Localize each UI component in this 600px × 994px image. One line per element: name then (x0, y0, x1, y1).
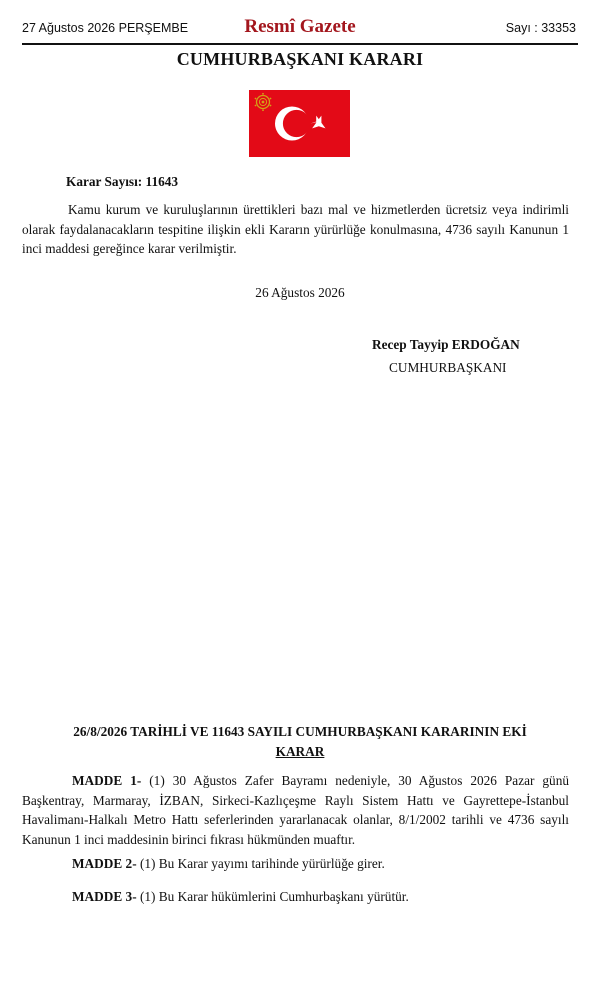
article-2-text: (1) Bu Karar yayımı tarihinde yürürlüğe girer. (136, 856, 385, 871)
article-1-text: (1) 30 Ağustos Zafer Bayramı nedeniyle, 30 Ağustos 2026 Pazar günü Başkentray, Marmaray, İZBAN, Sirkeci-Kazlıçeşme Raylı Sistem Hattı ve Gayrettepe-İstanbul Havalimanı-Halkalı Metro Hattı seferlerinden yararlanacak olanlar, 8/1/2002 tarihli ve 4736 sayılı Kanunun 1 inci maddesinin birinci fıkrası hükmünden muaftır. (22, 773, 569, 847)
publication-date: 27 Ağustos 2026 PERŞEMBE (22, 21, 189, 35)
article-1 (22, 771, 569, 849)
signatory-name: Recep Tayyip ERDOĞAN (372, 337, 520, 352)
annex-title-line1: 26/8/2026 TARİHLİ VE 11643 SAYILI CUMHURBAŞKANI KARARININ EKİ (73, 724, 527, 739)
decree-number: Karar Sayısı: 11643 (66, 174, 179, 189)
annex-title (0, 722, 600, 761)
article-1-label: MADDE 1- (72, 773, 142, 788)
article-2 (72, 854, 385, 874)
decree-title: CUMHURBAŞKANI KARARI (176, 49, 424, 69)
issue-number: Sayı : 33353 (505, 21, 576, 35)
article-3-label: MADDE 3- (72, 889, 137, 904)
gazette-header (22, 14, 578, 44)
turkish-flag-icon (249, 90, 350, 157)
signatory-title: CUMHURBAŞKANI (389, 360, 507, 375)
header-divider (22, 43, 578, 45)
decree-preamble: Kamu kurum ve kuruluşlarının ürettikleri bazı mal ve hizmetlerden ücretsiz veya indirimli olarak faydalanacakların tespitine ilişkin ekli Kararın yürürlüğe konulmasına, 4736 sayılı Kanunun 1 inci maddesi gereğince karar verilmiştir. (22, 202, 569, 256)
decree-date: 26 Ağustos 2026 (255, 285, 345, 300)
annex-title-line2: KARAR (275, 743, 325, 759)
gazette-title: Resmî Gazete (244, 16, 356, 37)
article-2-label: MADDE 2- (72, 856, 137, 871)
article-3-text: (1) Bu Karar hükümlerini Cumhurbaşkanı yürütür. (136, 889, 409, 904)
article-3 (72, 887, 409, 907)
